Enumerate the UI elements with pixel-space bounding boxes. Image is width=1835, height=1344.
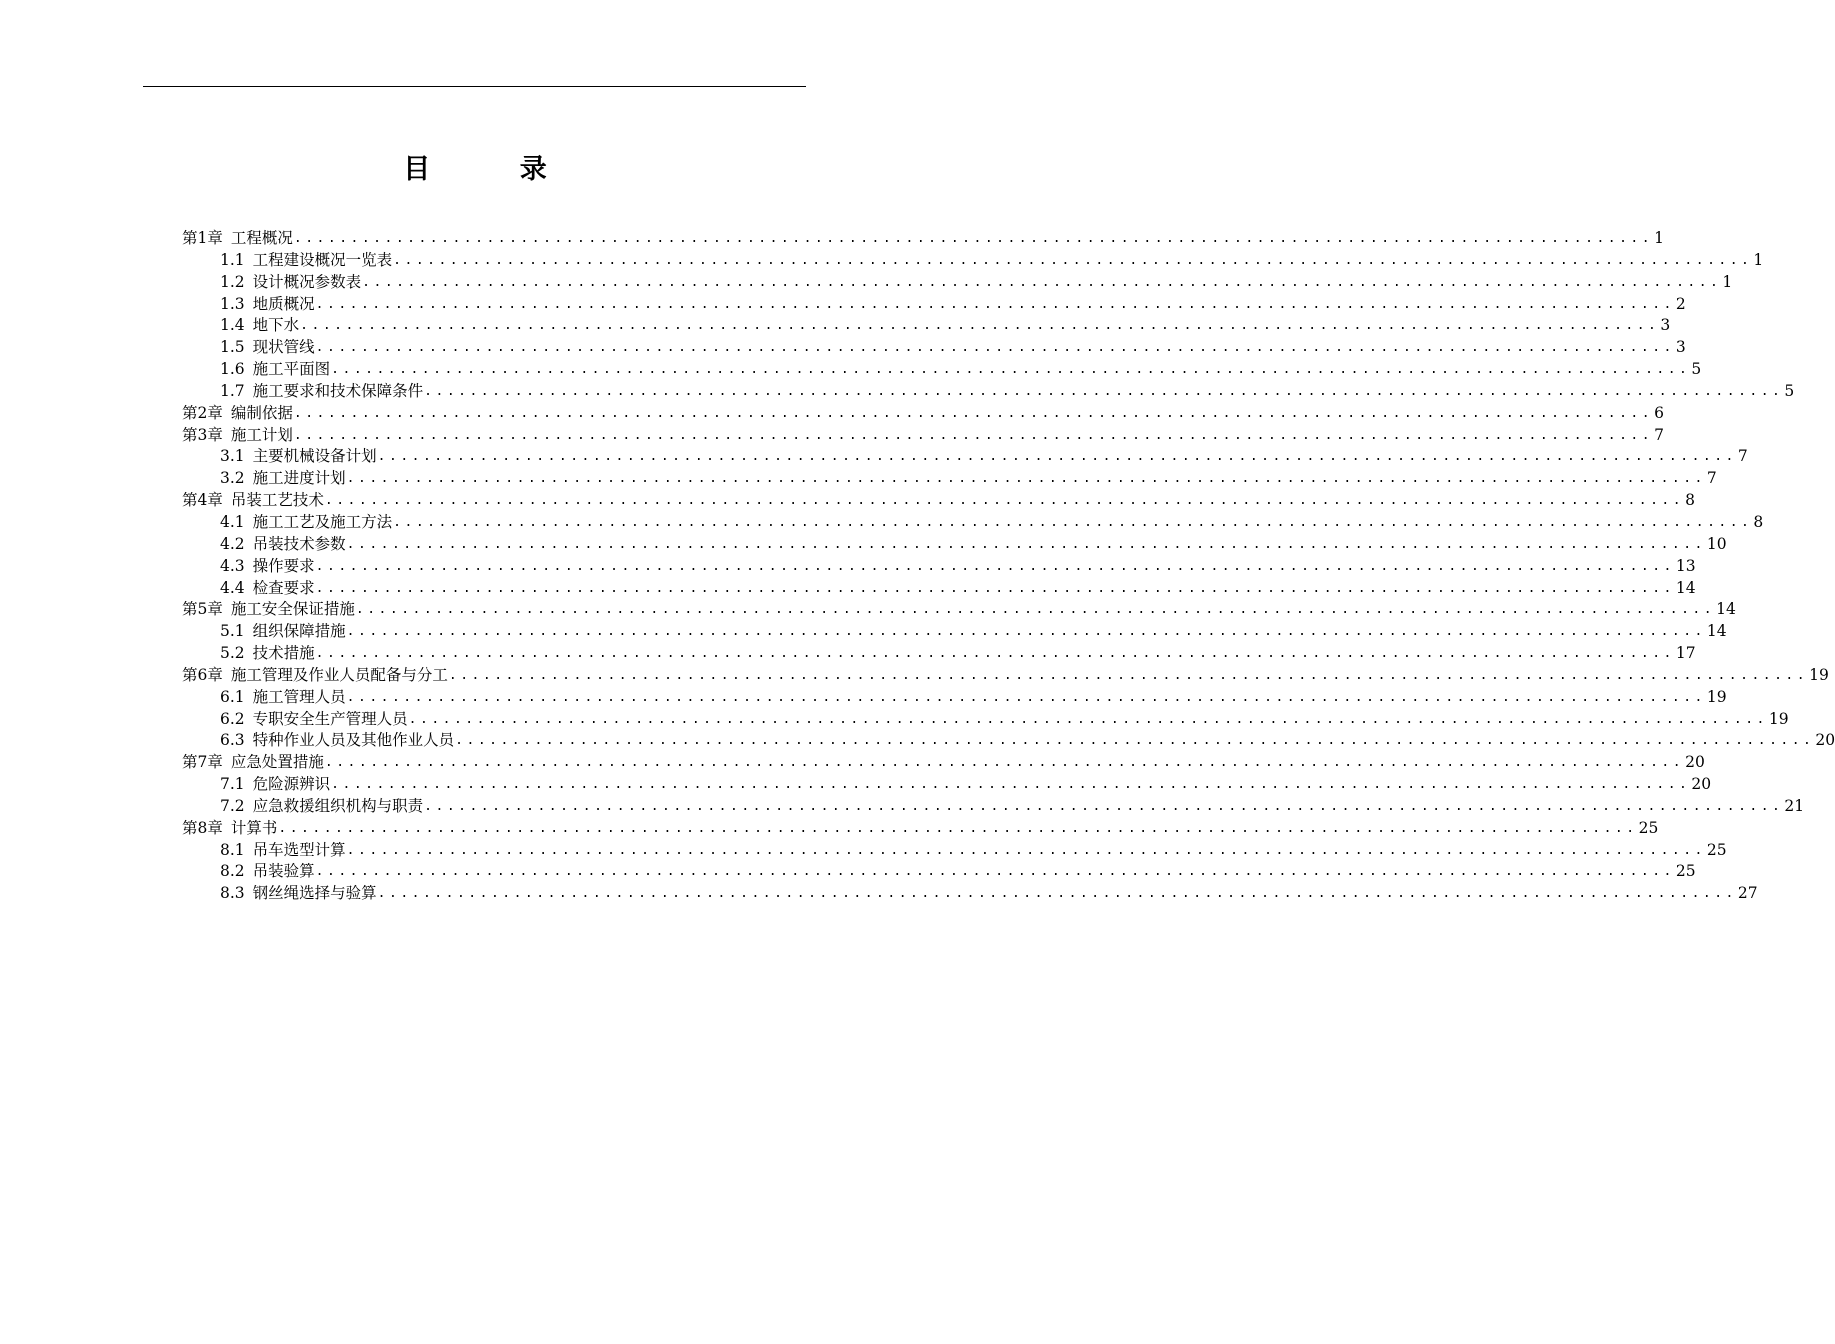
toc-entry-title: 施工要求和技术保障条件 — [252, 381, 424, 400]
toc-page-number: 3 — [1660, 316, 1671, 335]
table-of-contents — [182, 228, 1835, 905]
toc-entry-number: 1.3 — [220, 294, 245, 313]
toc-entry-title: 施工工艺及施工方法 — [252, 512, 393, 531]
toc-entry-number: 3.2 — [220, 469, 245, 488]
toc-entry-title: 施工计划 — [230, 425, 293, 444]
toc-dot-leader: ........................................................................................................................ — [393, 514, 1753, 530]
toc-entry-number: 3.1 — [220, 447, 245, 466]
toc-dot-leader: ........................................................................................................................ — [346, 536, 1706, 552]
toc-entry[interactable] — [182, 315, 1671, 337]
toc-entry-title: 操作要求 — [252, 556, 315, 575]
toc-dot-leader: ........................................................................................................................ — [377, 449, 1737, 465]
toc-page-number: 3 — [1675, 338, 1686, 357]
toc-entry[interactable] — [182, 512, 1764, 534]
toc-entry-title: 吊车选型计算 — [252, 840, 346, 859]
toc-entry-number: 8.2 — [220, 862, 245, 881]
toc-page-number: 20 — [1685, 753, 1705, 772]
toc-page-number: 13 — [1675, 556, 1696, 575]
toc-dot-leader: ........................................................................................................................ — [331, 777, 1691, 793]
toc-page-number: 1 — [1654, 229, 1664, 247]
toc-page-number: 1 — [1753, 250, 1764, 269]
toc-dot-leader: ........................................................................................................................ — [315, 558, 1675, 574]
toc-entry-title: 钢丝绳选择与验算 — [252, 884, 377, 903]
toc-entry[interactable] — [182, 272, 1733, 294]
toc-dot-leader: ........................................................................................................................ — [315, 296, 1675, 312]
toc-dot-leader: ........................................................................................................................ — [293, 231, 1654, 246]
toc-entry-number: 第1章 — [182, 229, 223, 247]
toc-entry[interactable] — [182, 730, 1835, 752]
toc-page-number: 14 — [1716, 600, 1736, 619]
toc-entry-number: 6.1 — [220, 687, 245, 706]
toc-entry[interactable] — [182, 840, 1727, 862]
toc-entry-number: 第4章 — [182, 491, 223, 510]
toc-page-number: 25 — [1706, 840, 1727, 859]
toc-dot-leader: ........................................................................................................................ — [448, 667, 1809, 683]
toc-entry[interactable] — [182, 490, 1695, 512]
toc-entry-number: 4.4 — [220, 578, 245, 597]
toc-entry-title: 现状管线 — [252, 338, 315, 357]
toc-entry-number: 4.2 — [220, 534, 245, 553]
toc-entry-number: 1.7 — [220, 381, 245, 400]
toc-entry-number: 1.6 — [220, 360, 245, 379]
toc-entry[interactable] — [182, 774, 1712, 796]
toc-entry[interactable] — [182, 665, 1829, 687]
toc-page-number: 25 — [1638, 818, 1659, 837]
toc-entry-title: 工程概况 — [230, 229, 293, 247]
toc-entry-title: 主要机械设备计划 — [252, 447, 377, 466]
toc-dot-leader: ........................................................................................................................ — [346, 471, 1706, 487]
toc-entry[interactable] — [182, 752, 1705, 774]
toc-page-number: 6 — [1654, 403, 1664, 422]
toc-entry-title: 设计概况参数表 — [252, 272, 362, 291]
toc-dot-leader: ........................................................................................................................ — [324, 755, 1685, 771]
toc-entry-title: 技术措施 — [252, 644, 315, 663]
toc-entry-number: 第5章 — [182, 600, 223, 619]
toc-dot-leader: ........................................................................................................................ — [300, 318, 1660, 334]
toc-entry-number: 第2章 — [182, 403, 223, 422]
toc-dot-leader: ........................................................................................................................ — [393, 252, 1753, 268]
toc-entry[interactable] — [182, 534, 1727, 556]
toc-page-number: 21 — [1784, 796, 1805, 815]
toc-entry-title: 吊装技术参数 — [252, 534, 346, 553]
toc-dot-leader: ........................................................................................................................ — [315, 340, 1675, 356]
toc-dot-leader: ........................................................................................................................ — [293, 427, 1654, 443]
toc-entry-title: 施工平面图 — [252, 360, 331, 379]
toc-dot-leader: ........................................................................................................................ — [424, 383, 1784, 399]
toc-entry-title: 应急处置措施 — [230, 753, 324, 772]
toc-entry-number: 第6章 — [182, 665, 223, 684]
toc-entry-title: 施工管理及作业人员配备与分工 — [230, 665, 448, 684]
toc-entry-number: 8.1 — [220, 840, 245, 859]
toc-page-number: 25 — [1675, 862, 1696, 881]
toc-entry-title: 检查要求 — [252, 578, 315, 597]
toc-page-number: 20 — [1815, 731, 1835, 750]
toc-page-number: 27 — [1737, 884, 1758, 903]
toc-entry-number: 6.3 — [220, 731, 245, 750]
toc-entry-number: 8.3 — [220, 884, 245, 903]
toc-entry[interactable] — [182, 621, 1727, 643]
toc-page-number: 8 — [1753, 512, 1764, 531]
toc-entry-title: 编制依据 — [230, 403, 293, 422]
toc-entry-number: 第8章 — [182, 818, 223, 837]
toc-page-number: 14 — [1675, 578, 1696, 597]
toc-entry-title: 地质概况 — [252, 294, 315, 313]
toc-dot-leader: ........................................................................................................................ — [424, 798, 1784, 814]
toc-entry-number: 5.1 — [220, 622, 245, 641]
toc-dot-leader: ........................................................................................................................ — [455, 733, 1815, 749]
toc-page-number: 20 — [1691, 775, 1712, 794]
toc-entry[interactable] — [182, 643, 1696, 665]
toc-entry[interactable] — [182, 337, 1686, 359]
toc-dot-leader: ........................................................................................................................ — [315, 646, 1675, 662]
toc-entry-title: 施工进度计划 — [252, 469, 346, 488]
toc-dot-leader: ........................................................................................................................ — [293, 405, 1654, 421]
toc-dot-leader: ........................................................................................................................ — [362, 274, 1722, 290]
toc-entry-number: 6.2 — [220, 709, 245, 728]
toc-page-number: 19 — [1809, 665, 1829, 684]
toc-dot-leader: ........................................................................................................................ — [377, 886, 1737, 902]
toc-dot-leader: ........................................................................................................................ — [346, 689, 1706, 705]
toc-entry[interactable] — [182, 359, 1702, 381]
toc-entry[interactable] — [182, 687, 1727, 709]
toc-entry-title: 地下水 — [252, 316, 300, 335]
toc-entry[interactable] — [182, 709, 1789, 731]
toc-entry-title: 计算书 — [230, 818, 278, 837]
toc-entry-title: 施工管理人员 — [252, 687, 346, 706]
toc-entry[interactable] — [182, 228, 1664, 250]
toc-entry[interactable] — [182, 861, 1696, 883]
toc-page-number: 14 — [1706, 622, 1727, 641]
toc-entry[interactable] — [182, 250, 1764, 272]
toc-dot-leader: ........................................................................................................................ — [346, 842, 1706, 858]
toc-entry-number: 4.3 — [220, 556, 245, 575]
toc-entry-number: 1.1 — [220, 250, 245, 269]
toc-entry[interactable] — [182, 446, 1748, 468]
toc-page-number: 2 — [1675, 294, 1686, 313]
toc-entry[interactable] — [182, 883, 1758, 905]
toc-entry-title: 吊装验算 — [252, 862, 315, 881]
toc-entry[interactable] — [182, 578, 1696, 600]
toc-title: 目 录 — [403, 154, 587, 185]
toc-entry[interactable] — [182, 294, 1686, 316]
toc-entry-title: 工程建设概况一览表 — [252, 250, 393, 269]
toc-entry-title: 吊装工艺技术 — [230, 491, 324, 510]
toc-entry[interactable] — [182, 556, 1696, 578]
toc-entry-number: 5.2 — [220, 644, 245, 663]
toc-page-number: 7 — [1706, 469, 1717, 488]
toc-entry[interactable] — [182, 381, 1795, 403]
toc-entry-title: 危险源辨识 — [252, 775, 331, 794]
toc-dot-leader: ........................................................................................................................ — [324, 493, 1685, 509]
toc-entry-number: 1.4 — [220, 316, 245, 335]
toc-page-number: 17 — [1675, 644, 1696, 663]
toc-dot-leader: ........................................................................................................................ — [331, 362, 1691, 378]
toc-entry-number: 7.2 — [220, 796, 245, 815]
toc-page-number: 5 — [1691, 360, 1702, 379]
toc-entry-number: 1.2 — [220, 272, 245, 291]
toc-entry[interactable] — [182, 818, 1659, 840]
toc-entry-number: 4.1 — [220, 512, 245, 531]
toc-entry[interactable] — [182, 599, 1736, 621]
toc-entry-title: 组织保障措施 — [252, 622, 346, 641]
toc-entry-number: 7.1 — [220, 775, 245, 794]
toc-page-number: 19 — [1706, 687, 1727, 706]
toc-page-number: 5 — [1784, 381, 1795, 400]
toc-dot-leader: ........................................................................................................................ — [278, 820, 1638, 836]
toc-page-number: 10 — [1706, 534, 1727, 553]
toc-entry[interactable] — [182, 796, 1805, 818]
toc-entry-title: 应急救援组织机构与职责 — [252, 796, 424, 815]
toc-dot-leader: ........................................................................................................................ — [408, 711, 1768, 727]
toc-page-number: 7 — [1737, 447, 1748, 466]
toc-page-number: 19 — [1768, 709, 1789, 728]
toc-entry-number: 第3章 — [182, 425, 223, 444]
toc-page-number: 1 — [1722, 272, 1733, 291]
toc-entry-title: 特种作业人员及其他作业人员 — [252, 731, 455, 750]
header-rule — [143, 86, 806, 87]
toc-page-number: 8 — [1685, 491, 1695, 510]
toc-entry-number: 第7章 — [182, 753, 223, 772]
toc-entry[interactable] — [182, 403, 1664, 425]
toc-dot-leader: ........................................................................................................................ — [315, 580, 1675, 596]
toc-entry-number: 1.5 — [220, 338, 245, 357]
toc-dot-leader: ........................................................................................................................ — [315, 864, 1675, 880]
toc-entry[interactable] — [182, 468, 1717, 490]
toc-page-number: 7 — [1654, 425, 1664, 444]
toc-dot-leader: ........................................................................................................................ — [346, 624, 1706, 640]
toc-entry[interactable] — [182, 425, 1664, 447]
toc-entry-title: 施工安全保证措施 — [230, 600, 355, 619]
toc-entry-title: 专职安全生产管理人员 — [252, 709, 408, 728]
toc-dot-leader: ........................................................................................................................ — [355, 602, 1716, 618]
